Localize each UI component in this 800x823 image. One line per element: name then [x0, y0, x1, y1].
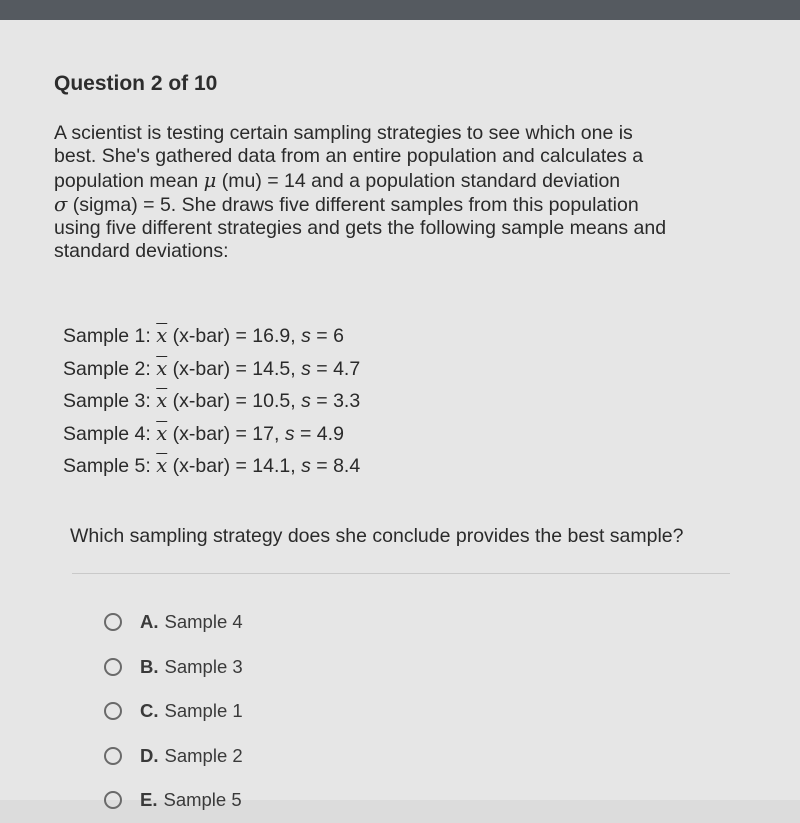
prompt-line-text: (sigma) = 5. She draws five different samples from this population: [72, 193, 639, 216]
answer-options: [104, 600, 243, 823]
option-a[interactable]: [104, 600, 243, 645]
prompt-line: [54, 169, 754, 193]
s-symbol: s: [301, 357, 311, 380]
xbar-symbol: $\overline{x}$: [156, 356, 168, 380]
sample-label: Sample 1:: [63, 325, 151, 347]
prompt-line: standard deviations:: [54, 240, 229, 263]
sample-sd: = 4.7: [316, 357, 361, 380]
prompt-line-text: population mean: [54, 169, 199, 192]
sample-label: Sample 4:: [63, 422, 151, 445]
radio-button-icon[interactable]: [104, 791, 122, 809]
option-letter: A.: [140, 611, 159, 633]
option-letter: B.: [140, 655, 159, 677]
option-letter: E.: [140, 789, 158, 811]
xbar-symbol: $\overline{x}$: [156, 389, 168, 412]
sample-label: Sample 3:: [63, 390, 151, 412]
xbar-symbol: $\overline{x}$: [156, 324, 168, 347]
sample-sd: = 6: [316, 325, 344, 347]
sample-mean: (x-bar) = 16.9,: [172, 325, 296, 347]
sample-mean: (x-bar) = 14.5,: [172, 357, 296, 380]
prompt-line: [54, 193, 754, 217]
prompt-line-text: (mu) = 14 and a population standard deviation: [221, 169, 621, 192]
radio-button-icon[interactable]: [104, 658, 122, 676]
sample-list: [63, 320, 360, 483]
s-symbol: s: [301, 390, 311, 412]
s-symbol: s: [301, 455, 311, 477]
option-text: Sample 1: [164, 700, 243, 722]
sample-mean: (x-bar) = 14.1,: [172, 455, 296, 477]
question-ask: Which sampling strategy does she conclude provides the best sample?: [70, 525, 684, 547]
option-text: Sample 4: [164, 611, 243, 633]
top-bar: [0, 0, 800, 20]
option-text: Sample 3: [164, 655, 243, 677]
prompt-line: best. She's gathered data from an entire population and calculates a: [54, 145, 644, 168]
radio-button-icon[interactable]: [104, 613, 122, 631]
sigma-symbol: σ: [54, 192, 68, 216]
option-text: Sample 5: [163, 789, 242, 811]
sample-sd: = 8.4: [316, 455, 361, 477]
radio-button-icon[interactable]: [104, 747, 122, 765]
option-letter: C.: [140, 700, 159, 722]
question-page: [0, 20, 800, 811]
s-symbol: s: [301, 325, 311, 347]
s-symbol: s: [284, 422, 295, 445]
radio-button-icon[interactable]: [104, 702, 122, 720]
option-d[interactable]: [104, 734, 243, 779]
sample-sd: = 4.9: [300, 422, 344, 445]
sample-mean: (x-bar) = 17,: [172, 422, 280, 445]
option-b[interactable]: [104, 645, 243, 690]
sample-label: Sample 2:: [63, 357, 151, 380]
sample-mean: (x-bar) = 10.5,: [172, 390, 296, 412]
divider: [72, 573, 730, 574]
xbar-symbol: $\overline{x}$: [156, 421, 168, 445]
sample-label: Sample 5:: [63, 455, 151, 477]
option-letter: D.: [140, 744, 159, 766]
sample-row: [63, 385, 360, 418]
xbar-symbol: $\overline{x}$: [156, 454, 168, 477]
option-text: Sample 2: [164, 744, 243, 766]
mu-symbol: μ: [203, 168, 217, 192]
sample-sd: = 3.3: [316, 390, 361, 412]
sample-row: [63, 320, 360, 353]
sample-row: [63, 353, 360, 386]
prompt-line: A scientist is testing certain sampling strategies to see which one is: [54, 122, 633, 144]
prompt-line: using five different strategies and gets the following sample means and: [54, 217, 667, 240]
sample-row: [63, 418, 360, 451]
sample-row: [63, 450, 360, 483]
question-number: Question 2 of 10: [54, 72, 218, 95]
option-c[interactable]: [104, 689, 243, 734]
option-e[interactable]: [104, 778, 243, 823]
question-prompt: [54, 122, 754, 264]
